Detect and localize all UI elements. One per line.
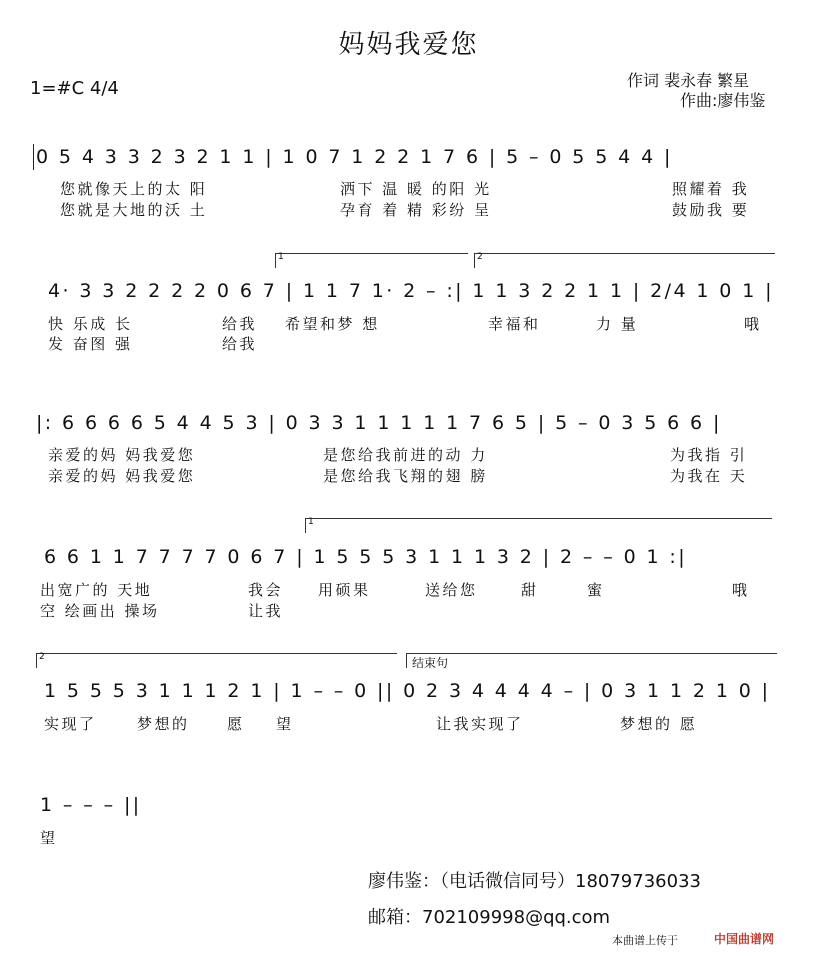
lyric-row-3-v1-c: 为我指 引 [670,446,748,464]
volta-bracket-2b [36,653,397,668]
lyric-row-2-v2-a: 发 奋图 强 [48,335,133,353]
volta-number-1: 1 [278,252,284,262]
contact-email: 邮箱：702109998@qq.com [368,907,611,928]
lyric-row-5-e: 让我实现了 [436,715,524,733]
lyric-row-4-e: 甜 [521,581,539,599]
lyric-row-2-c: 希望和梦 想 [285,315,380,333]
lyric-row-4-v2-a: 空 绘画出 操场 [40,602,160,620]
lyric-row-4-c: 用硕果 [318,581,371,599]
notation-row-3: |: 6 6 6 6 5 4 4 5 3 | 0 3 3 1 1 1 1 1 7 6 5 | 5 – 0 3 5 6 6 | [36,412,722,434]
lyric-row-2-a: 快 乐成 长 [48,315,133,333]
lyric-row-1-v2-b: 孕育 着 精 彩纷 呈 [340,201,492,219]
lyric-row-2-e: 力 量 [596,315,639,333]
lyric-row-4-d: 送给您 [425,581,478,599]
key-signature: 1=#C 4/4 [30,78,119,99]
site-logo: 中国曲谱网 [714,932,775,946]
lyric-row-1-v1-c: 照耀着 我 [672,180,750,198]
page-title: 妈妈我爱您 [338,30,479,60]
volta-bracket-1b [305,518,772,533]
lyric-row-2-b: 给我 [222,315,258,333]
lyric-row-4-a: 出宽广的 天地 [40,581,153,599]
lyric-row-5-f: 梦想的 愿 [620,715,698,733]
notation-row-1: 0 5 4 3 3 2 3 2 1 1 | 1 0 7 1 2 2 1 7 6 | 5 – 0 5 5 4 4 | [36,146,673,168]
lyric-row-5-b: 梦想的 [137,715,190,733]
notation-row-6: 1 – – – || [40,794,142,816]
lyric-row-3-v1-b: 是您给我前进的动 力 [323,446,488,464]
notation-row-5: 1 5 5 5 3 1 1 1 2 1 | 1 – – 0 || 0 2 3 4 4 4 4 – | 0 3 1 1 2 1 0 | [44,680,771,702]
lyric-row-3-v1-a: 亲爱的妈 妈我爱您 [48,446,196,464]
notation-row-4: 6 6 1 1 7 7 7 7 0 6 7 | 1 5 5 5 3 1 1 1 3 2 | 2 – – 0 1 :| [44,546,688,568]
lyric-row-3-v2-c: 为我在 天 [670,467,748,485]
coda-bracket [406,653,777,668]
composer-credit: 作曲:廖伟鉴 [680,91,766,110]
contact-phone: 廖伟鉴：（电话微信同号）18079736033 [368,871,701,892]
volta-bracket-1 [275,253,468,268]
lyric-row-4-v2-b: 让我 [248,602,284,620]
lyric-row-1-v2-a: 您就是大地的沃 土 [60,201,208,219]
lyricist-credit: 作词 裴永春 繁星 [627,71,750,90]
lyric-row-4-f: 蜜 [587,581,605,599]
volta-number-2b: 2 [39,652,45,662]
lyric-row-5-a: 实现了 [44,715,97,733]
lyric-row-5-d: 望 [276,715,294,733]
volta-number-2: 2 [477,252,483,262]
volta-number-1b: 1 [308,517,314,527]
lyric-row-3-v2-a: 亲爱的妈 妈我爱您 [48,467,196,485]
lyric-row-2-d: 幸福和 [488,315,541,333]
lyric-row-4-g: 哦 [732,581,750,599]
lyric-row-1-v2-c: 鼓励我 要 [672,201,750,219]
upload-note: 本曲谱上传于 [612,934,678,947]
lyric-row-6: 望 [40,829,58,847]
lyric-row-2-v2-b: 给我 [222,335,258,353]
volta-bracket-2 [474,253,775,268]
lyric-row-1-v1-b: 洒下 温 暖 的阳 光 [340,180,492,198]
barline [33,144,34,170]
lyric-row-1-v1-a: 您就像天上的太 阳 [60,180,208,198]
coda-label: 结束句 [412,656,449,670]
lyric-row-5-c: 愿 [227,715,245,733]
lyric-row-3-v2-b: 是您给我飞翔的翅 膀 [323,467,488,485]
lyric-row-4-b: 我会 [248,581,284,599]
notation-row-2: 4· 3 3 2 2 2 2 0 6 7 | 1 1 7 1· 2 – :| 1 1 3 2 2 1 1 | 2/4 1 0 1 | [48,280,774,302]
lyric-row-2-f: 哦 [744,315,762,333]
